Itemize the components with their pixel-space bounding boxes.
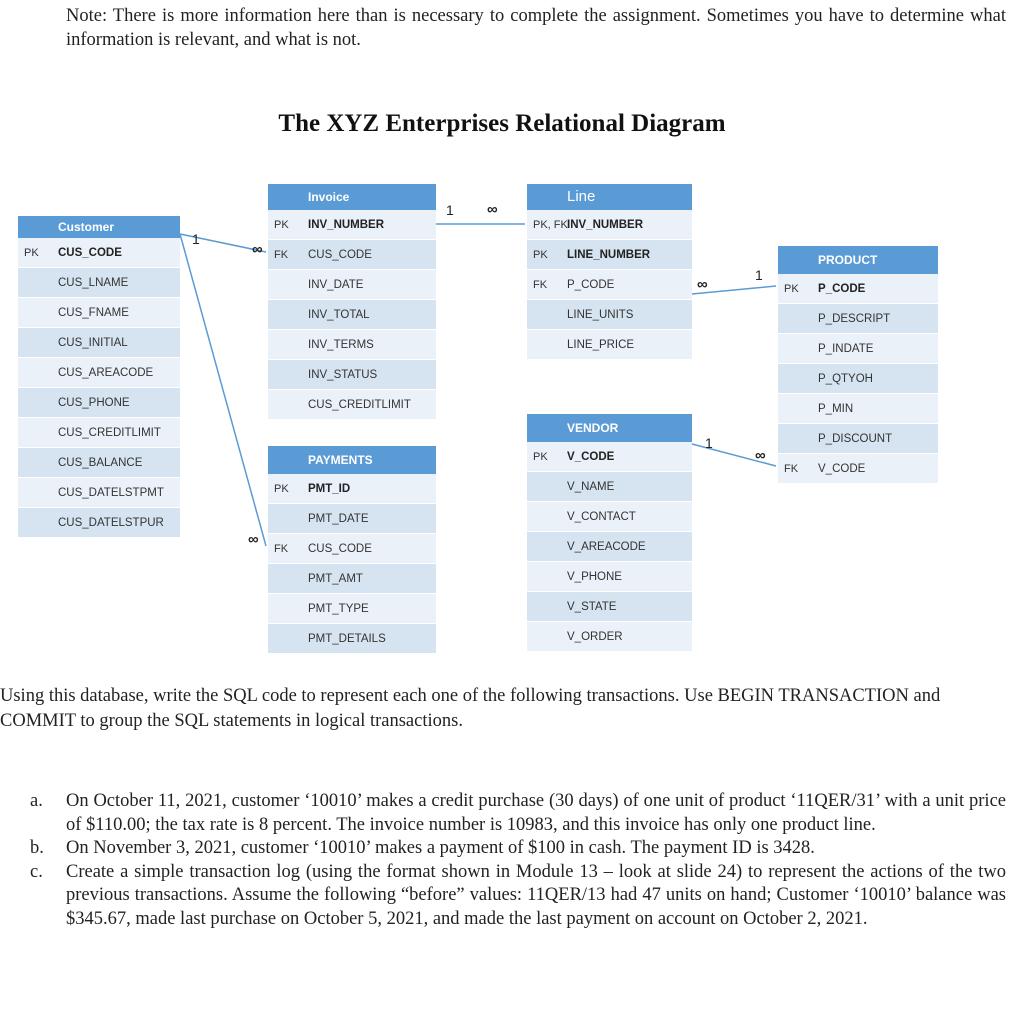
field-name: CUS_DATELSTPMT <box>58 487 164 499</box>
question-text: On October 11, 2021, customer ‘10010’ makes a credit purchase (30 days) of one unit of product ‘11QER/31’ with a unit price of $110.00; the tax rate is 8 percent. The invoice number is 10983, and this invoice has only one product line. <box>66 791 1006 835</box>
customer-field-row <box>18 478 180 508</box>
assignment-note: Note: There is more information here than is necessary to complete the assignment. Sometimes you have to determine what information is relevant, and what is not. <box>66 6 1006 50</box>
payments-field-row <box>268 624 436 654</box>
cardinality-one-vendor: 1 <box>705 435 713 451</box>
customer-table <box>18 216 180 538</box>
field-name: V_PHONE <box>567 571 622 583</box>
payments-field-row <box>268 594 436 624</box>
customer-field-row <box>18 448 180 478</box>
line-field-row <box>527 270 692 300</box>
field-name: CUS_INITIAL <box>58 337 128 349</box>
invoice-field-row <box>268 210 436 240</box>
payments-field-row <box>268 504 436 534</box>
customer-table-header: Customer <box>18 216 180 238</box>
key-marker: FK <box>784 463 799 475</box>
line-field-row <box>527 210 692 240</box>
field-name: CUS_LNAME <box>58 277 129 289</box>
cardinality-many-line-product: ∞ <box>697 276 708 293</box>
field-name: INV_NUMBER <box>308 219 385 231</box>
question-item <box>30 861 1006 932</box>
field-name: INV_NUMBER <box>567 219 644 231</box>
field-name: CUS_AREACODE <box>58 367 154 379</box>
product-field-row <box>778 304 938 334</box>
key-marker: PK, FK <box>533 219 568 231</box>
invoice-field-row <box>268 300 436 330</box>
field-name: V_CODE <box>818 463 866 475</box>
cardinality-one-product: 1 <box>755 267 763 283</box>
field-name: P_INDATE <box>818 343 874 355</box>
payments-table-header: PAYMENTS <box>268 446 436 474</box>
key-marker: FK <box>274 249 289 261</box>
customer-field-row <box>18 328 180 358</box>
field-name: CUS_CODE <box>58 247 122 259</box>
field-name: V_CONTACT <box>567 511 636 523</box>
vendor-table <box>527 414 692 652</box>
key-marker: PK <box>784 283 799 295</box>
vendor-field-row <box>527 592 692 622</box>
product-table-header: PRODUCT <box>778 246 938 274</box>
product-field-row <box>778 424 938 454</box>
invoice-table-header: Invoice <box>268 184 436 210</box>
customer-payments-line <box>180 234 266 546</box>
question-label: c. <box>30 861 43 882</box>
payments-field-row <box>268 564 436 594</box>
question-list <box>30 790 1006 931</box>
field-name: LINE_NUMBER <box>567 249 651 261</box>
field-name: CUS_PHONE <box>58 397 130 409</box>
question-label: a. <box>30 791 43 811</box>
field-name: V_ORDER <box>567 631 623 643</box>
invoice-field-row <box>268 360 436 390</box>
field-name: INV_DATE <box>308 279 364 291</box>
vendor-table-header: VENDOR <box>527 414 692 442</box>
cardinality-many-invoice: ∞ <box>252 241 263 258</box>
line-field-row <box>527 330 692 360</box>
field-name: PMT_ID <box>308 483 351 495</box>
product-field-row <box>778 394 938 424</box>
invoice-table <box>268 184 436 420</box>
field-name: LINE_UNITS <box>567 309 634 321</box>
key-marker: PK <box>24 247 39 259</box>
product-field-row <box>778 454 938 484</box>
customer-field-row <box>18 418 180 448</box>
field-name: P_CODE <box>818 283 866 295</box>
customer-field-row <box>18 358 180 388</box>
field-name: LINE_PRICE <box>567 339 635 351</box>
invoice-field-row <box>268 270 436 300</box>
invoice-field-row <box>268 330 436 360</box>
invoice-field-row <box>268 240 436 270</box>
field-name: PMT_DETAILS <box>308 633 386 645</box>
question-label: b. <box>30 838 44 858</box>
product-field-row <box>778 334 938 364</box>
field-name: CUS_CODE <box>308 543 372 555</box>
field-name: CUS_BALANCE <box>58 457 143 469</box>
line-table-header: Line <box>527 184 692 210</box>
question-item <box>30 790 1006 837</box>
customer-field-row <box>18 388 180 418</box>
vendor-field-row <box>527 562 692 592</box>
cardinality-one-customer: 1 <box>192 231 200 247</box>
line-table <box>527 184 692 360</box>
key-marker: PK <box>533 451 548 463</box>
line-field-row <box>527 240 692 270</box>
cardinality-many-line: ∞ <box>487 201 498 218</box>
product-field-row <box>778 364 938 394</box>
question-text: On November 3, 2021, customer ‘10010’ makes a payment of $100 in cash. The payment ID is 3428. <box>66 838 815 858</box>
field-name: INV_TERMS <box>308 339 374 351</box>
payments-field-row <box>268 534 436 564</box>
field-name: P_DESCRIPT <box>818 313 891 325</box>
payments-field-row <box>268 474 436 504</box>
field-name: P_MIN <box>818 403 854 415</box>
field-name: PMT_AMT <box>308 573 363 585</box>
key-marker: PK <box>533 249 548 261</box>
field-name: CUS_CREDITLIMIT <box>58 427 161 439</box>
field-name: V_STATE <box>567 601 617 613</box>
field-name: P_QTYOH <box>818 373 873 385</box>
product-field-row <box>778 274 938 304</box>
vendor-field-row <box>527 472 692 502</box>
field-name: P_CODE <box>567 279 615 291</box>
vendor-field-row <box>527 502 692 532</box>
customer-field-row <box>18 268 180 298</box>
question-item <box>30 837 1006 861</box>
invoice-field-row <box>268 390 436 420</box>
line-field-row <box>527 300 692 330</box>
field-name: CUS_FNAME <box>58 307 129 319</box>
vendor-field-row <box>527 532 692 562</box>
field-name: V_AREACODE <box>567 541 646 553</box>
vendor-field-row <box>527 442 692 472</box>
customer-field-row <box>18 298 180 328</box>
field-name: PMT_DATE <box>308 513 369 525</box>
field-name: V_CODE <box>567 451 615 463</box>
product-table <box>778 246 938 484</box>
field-name: INV_STATUS <box>308 369 378 381</box>
key-marker: FK <box>274 543 289 555</box>
field-name: V_NAME <box>567 481 615 493</box>
key-marker: PK <box>274 219 289 231</box>
instructions-text: Using this database, write the SQL code to represent each one of the following transactions. Use BEGIN TRANSACTION and COMMIT to group the SQL statements in logical transactions. <box>0 686 941 731</box>
cardinality-many-payments: ∞ <box>248 531 259 548</box>
key-marker: PK <box>274 483 289 495</box>
cardinality-many-product-vendor: ∞ <box>755 447 766 464</box>
vendor-field-row <box>527 622 692 652</box>
field-name: CUS_CREDITLIMIT <box>308 399 411 411</box>
field-name: PMT_TYPE <box>308 603 369 615</box>
field-name: CUS_CODE <box>308 249 372 261</box>
payments-table <box>268 446 436 654</box>
field-name: CUS_DATELSTPUR <box>58 517 164 529</box>
diagram-title: The XYZ Enterprises Relational Diagram <box>278 110 726 137</box>
field-name: INV_TOTAL <box>308 309 370 321</box>
customer-field-row <box>18 508 180 538</box>
key-marker: FK <box>533 279 548 291</box>
cardinality-one-invoice: 1 <box>446 202 454 218</box>
customer-field-row <box>18 238 180 268</box>
field-name: P_DISCOUNT <box>818 433 893 445</box>
question-text: Create a simple transaction log (using the format shown in Module 13 – look at slide 24) to represent the actions of the two previous transactions. Assume the following “before” values: 11QER/13 had 47 units on hand; Customer ‘10010’ balance was $345.67, made last purchase on October 5, 2021, and made the last payment on account on October 2, 2021. <box>66 861 1006 929</box>
